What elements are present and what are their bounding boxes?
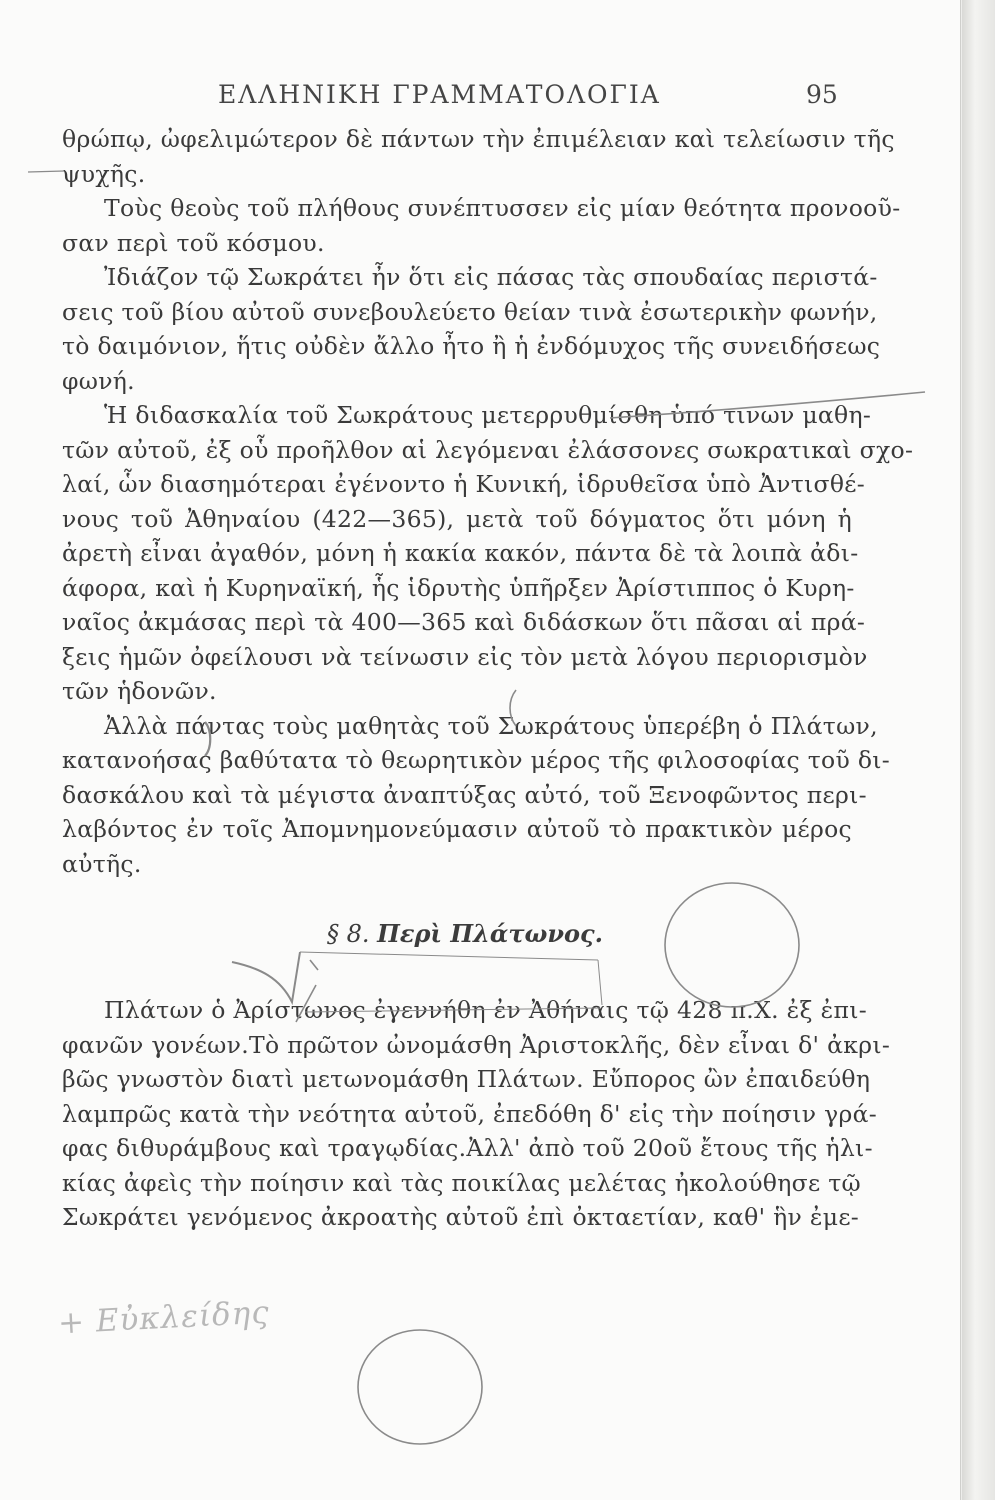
pencil-check-mark [232, 952, 300, 1002]
section-number: § 8. [327, 920, 370, 948]
pencil-margin-dash [28, 171, 64, 172]
pencil-heading-box [300, 952, 602, 1012]
text-line: Ἀλλὰ πάντας τοὺς μαθητὰς τοῦ Σωκράτους ὑπερέβη ὁ Πλάτων, [104, 711, 878, 740]
text-line: λαί, ὧν διασημότεραι ἐγένοντο ἡ Κυνική, ἱδρυθεῖσα ὑπὸ Ἀντισθέ- [62, 470, 866, 498]
text-line: λαμπρῶς κατὰ τὴν νεότητα αὐτοῦ, ἐπεδόθη δ' εἰς τὴν ποίησιν γρά- [62, 1099, 878, 1128]
page-number: 95 [806, 80, 838, 109]
text-line: κατανοήσας βαθύτατα τὸ θεωρητικὸν μέρος τῆς φιλοσοφίας τοῦ δι- [62, 746, 891, 774]
text-line: θρώπῳ, ὠφελιμώτερον δὲ πάντων τὴν ἐπιμέλειαν καὶ τελείωσιν τῆς [62, 125, 895, 153]
text-line: ναῖος ἀκμάσας περὶ τὰ 400—365 καὶ διδάσκων ὅτι πᾶσαι αἱ πρά- [62, 608, 866, 636]
text-line: Τοὺς θεοὺς τοῦ πλήθους συνέπτυσσεν εἰς μίαν θεότητα προνοοῦ- [104, 194, 901, 222]
text-line: ξεις ἡμῶν ὀφείλουσι νὰ τείνωσιν εἰς τὸν μετὰ λόγου περιορισμὸν [62, 642, 868, 671]
running-title: ΕΛΛΗΝΙΚΗ ΓΡΑΜΜΑΤΟΛΟΓΙΑ [218, 80, 661, 109]
text-line: τῶν αὐτοῦ, ἐξ οὗ προῆλθον αἱ λεγόμεναι ἐλάσσονες σωκρατικαὶ σχο- [62, 435, 914, 464]
pencil-bracket [205, 722, 210, 756]
pencil-circle [665, 883, 799, 1007]
text-line: αὐτῆς. [62, 849, 142, 878]
page-edge [962, 0, 995, 1500]
text-line: βῶς γνωστὸν διατὶ μετωνομάσθη Πλάτων. Εὔπορος ὢν ἐπαιδεύθη [62, 1065, 871, 1093]
text-line: σαν περὶ τοῦ κόσμου. [62, 228, 325, 257]
text-line: Ἰδιάζον τῷ Σωκράτει ἦν ὅτι εἰς πάσας τὰς σπουδαίας περιστά- [104, 263, 878, 291]
text-line: ψυχῆς. [62, 159, 146, 188]
section-title: Περὶ Πλάτωνος. [377, 919, 603, 948]
text-line: φωνή. [62, 366, 135, 395]
text-line: άφορα, καὶ ἡ Κυρηναϊκή, ἧς ἱδρυτὴς ὑπῆρξεν Ἀρίστιππος ὁ Κυρη- [62, 573, 855, 602]
text-line: τὸ δαιμόνιον, ἥτις οὐδὲν ἄλλο ἦτο ἢ ἡ ἐνδόμυχος τῆς συνειδήσεως [62, 332, 881, 360]
text-line: ἀρετὴ εἶναι ἀγαθόν, μόνη ἡ κακία κακόν, πάντα δὲ τὰ λοιπὰ ἀδι- [62, 539, 859, 567]
text-line: σεις τοῦ βίου αὐτοῦ συνεβουλεύετο θείαν τινὰ ἐσωτερικὴν φωνήν, [62, 297, 878, 326]
text-line: Σωκράτει γενόμενος ἀκροατὴς αὐτοῦ ἐπὶ ὀκταετίαν, καθ' ἣν ἐμε- [62, 1203, 860, 1231]
text-line: κίας ἀφεὶς τὴν ποίησιν καὶ τὰς ποικίλας μελέτας ἠκολούθησε τῷ [62, 1168, 861, 1197]
text-line: Πλάτων ὁ Ἀρίστωνος ἐγεννήθη ἐν Ἀθήναις τῷ 428 π.Χ. ἐξ ἐπι- [104, 996, 867, 1024]
text-line: φανῶν γονέων.Τὸ πρῶτον ὠνομάσθη Ἀριστοκλῆς, δὲν εἶναι δ' ἀκρι- [62, 1030, 891, 1059]
text-line: Ἡ διδασκαλία τοῦ Σωκράτους μετερρυθμίσθη ὑπό τινων μαθη- [104, 401, 872, 429]
text-line: λαβόντος ἐν τοῖς Ἀπομνημονεύμασιν αὐτοῦ τὸ πρακτικὸν μέρος [62, 815, 852, 843]
text-line: τῶν ἡδονῶν. [62, 677, 217, 705]
text-line: φας διθυράμβους καὶ τραγῳδίας.Ἀλλ' ἀπὸ τοῦ 20οῦ ἔτους τῆς ἡλι- [62, 1134, 873, 1162]
text-line: νους τοῦ Ἀθηναίου (422—365), μετὰ τοῦ δόγματος ὅτι μόνη ἡ [62, 504, 852, 533]
margin-note: + Εὐκλείδης [57, 1294, 271, 1342]
pencil-underline [610, 392, 925, 418]
pencil-tick [296, 960, 318, 1022]
text-line: δασκάλου καὶ τὰ μέγιστα ἀναπτύξας αὐτό, τοῦ Ξενοφῶντος περι- [62, 780, 867, 809]
pencil-bracket-open [510, 690, 516, 726]
pencil-circle [358, 1330, 482, 1444]
